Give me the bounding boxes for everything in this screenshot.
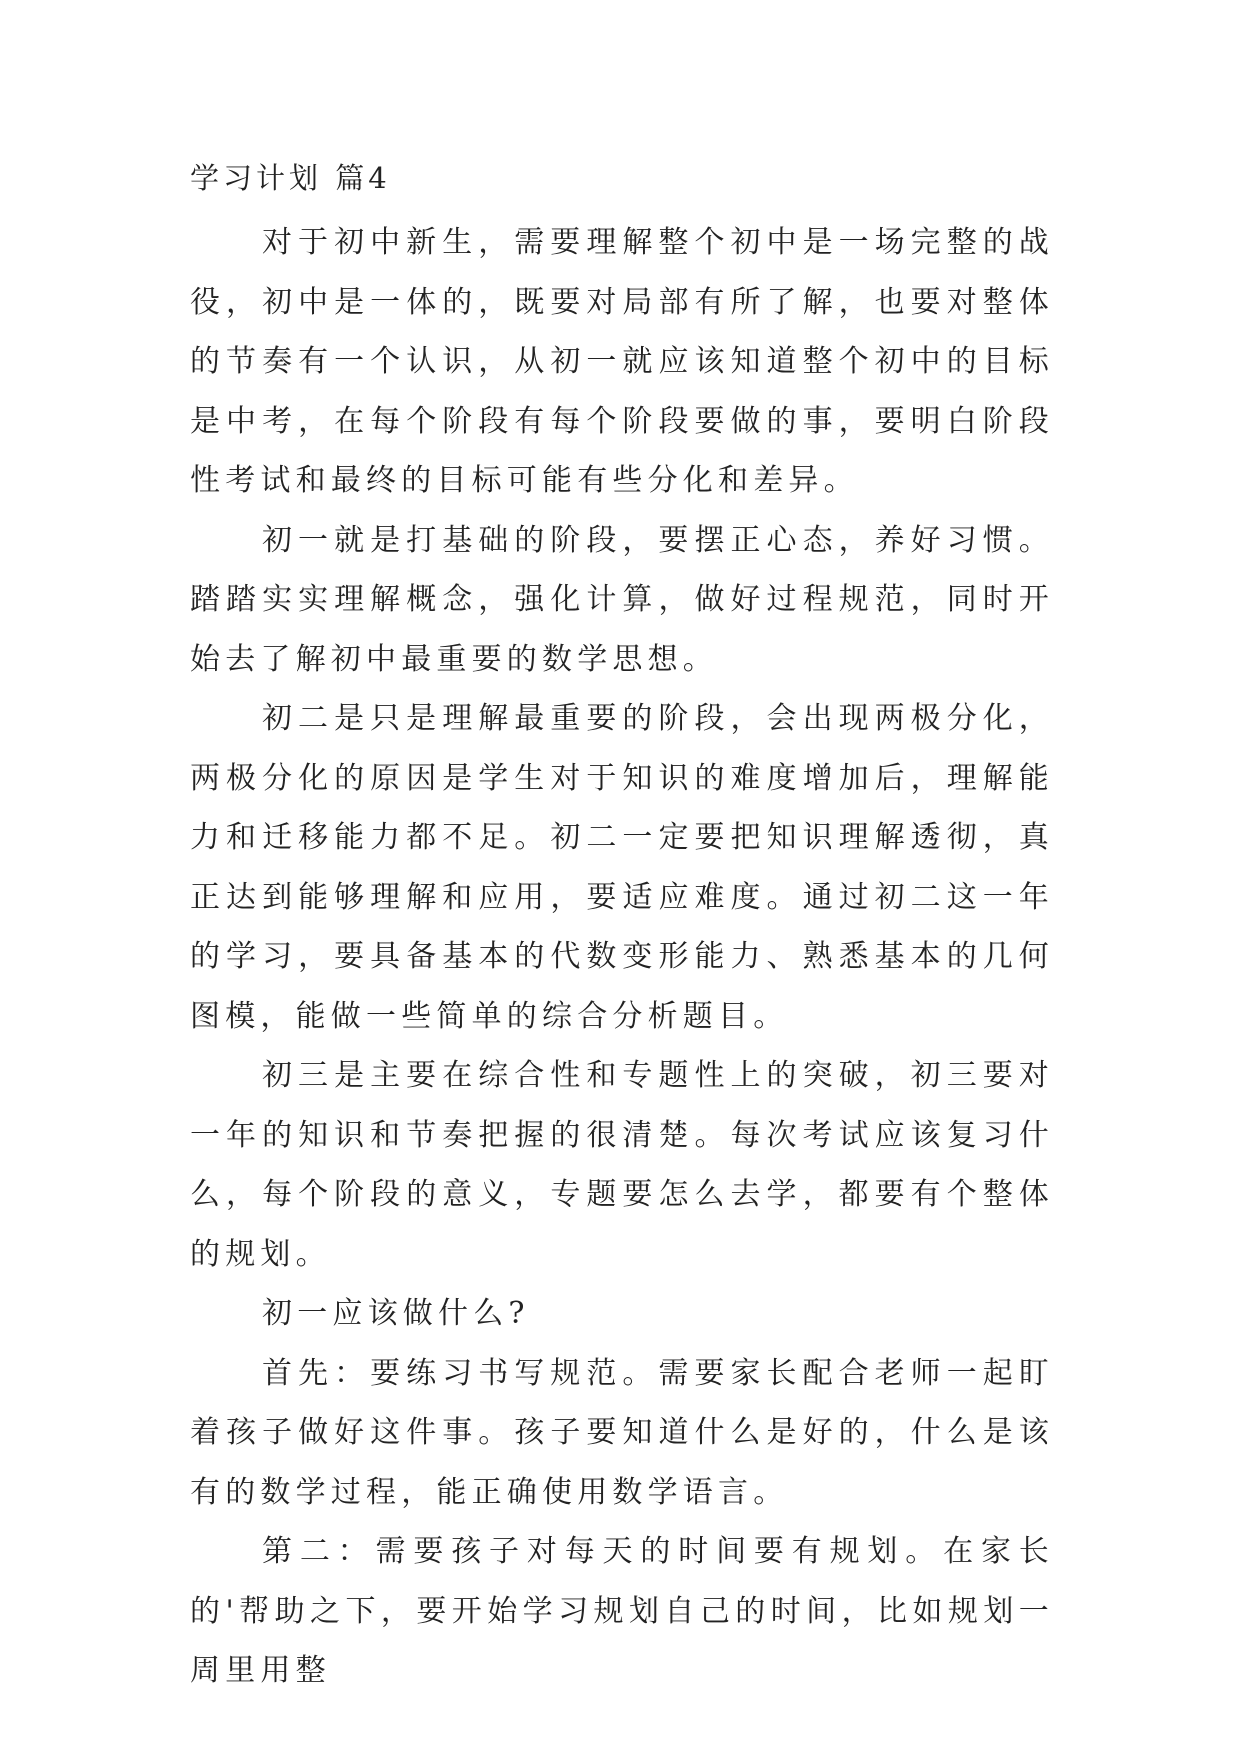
paragraph-3: 初二是只是理解最重要的阶段，会出现两极分化，两极分化的原因是学生对于知识的难度增加后，理解能力和迁移能力都不足。初二一定要把知识理解透彻，真正达到能够理解和应用，要适应难度。通过初二这一年的学习，要具备基本的代数变形能力、熟悉基本的几何图模，能做一些简单的综合分析题目。: [190, 701, 1054, 1034]
paragraph-2: 初一就是打基础的阶段，要摆正心态，养好习惯。踏踏实实理解概念，强化计算，做好过程规范，同时开始去了解初中最重要的数学思想。: [190, 522, 1054, 677]
paragraph-1: 对于初中新生，需要理解整个初中是一场完整的战役，初中是一体的，既要对局部有所了解，也要对整体的节奏有一个认识，从初一就应该知道整个初中的目标是中考，在每个阶段有每个阶段要做的事，要明白阶段性考试和最终的目标可能有些分化和差异。: [190, 225, 1054, 498]
document-title: 学习计划 篇4: [190, 161, 391, 195]
paragraph-4: 初三是主要在综合性和专题性上的突破，初三要对一年的知识和节奏把握的很清楚。每次考试应该复习什么，每个阶段的意义，专题要怎么去学，都要有个整体的规划。: [190, 1058, 1054, 1272]
paragraph-7: 第二：需要孩子对每天的时间要有规划。在家长的'帮助之下，要开始学习规划自己的时间，比如规划一周里用整: [190, 1534, 1054, 1688]
paragraph-5: 初一应该做什么?: [262, 1296, 530, 1331]
document-body: [190, 213, 1054, 1701]
paragraph-6: 首先：要练习书写规范。需要家长配合老师一起盯着孩子做好这件事。孩子要知道什么是好的，什么是该有的数学过程，能正确使用数学语言。: [190, 1355, 1054, 1510]
